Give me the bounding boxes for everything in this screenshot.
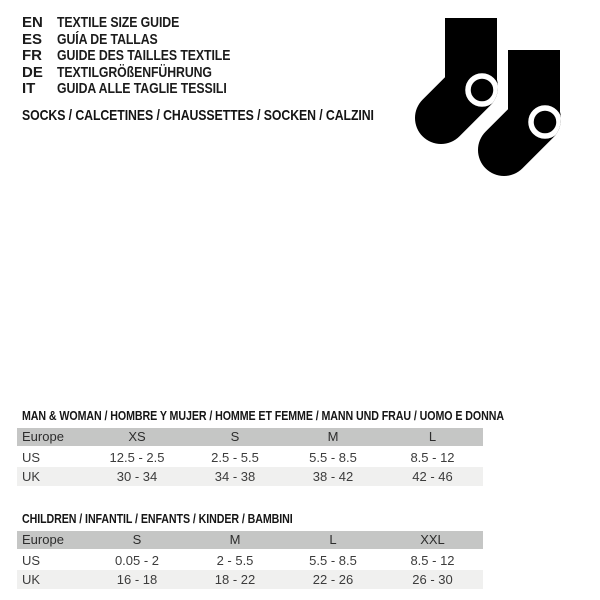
size-cell: 30 - 34 (116, 469, 158, 484)
column-header: Europe (17, 428, 88, 447)
table-row (17, 550, 483, 570)
size-cell: 26 - 30 (412, 572, 453, 587)
language-row (22, 65, 451, 82)
children-size-table (17, 531, 483, 589)
socks-icon (412, 16, 562, 176)
size-cell: 5.5 - 8.5 (309, 553, 357, 568)
column-header: M (186, 531, 284, 550)
table-title-text: MAN & WOMAN / HOMBRE Y MUJER / HOMME ET FEMME / MANN UND FRAU / UOMO E DONNA (22, 408, 504, 423)
column-header: S (186, 428, 284, 447)
language-code: IT (22, 80, 36, 98)
column-header: L (382, 428, 483, 447)
size-cell: 2.5 - 5.5 (211, 450, 259, 465)
language-label: GUIDE DES TAILLES TEXTILE (57, 47, 231, 65)
language-label: TEXTILGRÖßENFÜHRUNG (57, 63, 212, 81)
language-label: GUIDA ALLE TAGLIE TESSILI (57, 80, 227, 98)
sock-left (441, 18, 497, 118)
row-label: UK (22, 469, 41, 484)
size-cell: 18 - 22 (214, 572, 256, 587)
size-cell: 8.5 - 12 (410, 450, 455, 465)
language-code: DE (22, 63, 43, 81)
table-title-text: CHILDREN / INFANTIL / ENFANTS / KINDER / BAMBINI (22, 511, 293, 526)
language-row (22, 81, 451, 98)
language-row (22, 15, 451, 32)
sock-right (504, 50, 560, 150)
language-code: EN (22, 14, 43, 31)
column-header: L (284, 531, 382, 550)
table-title (22, 408, 504, 423)
size-cell: 12.5 - 2.5 (109, 450, 165, 465)
language-row (22, 48, 451, 65)
table-row (17, 570, 483, 589)
column-header: M (284, 428, 382, 447)
man-woman-size-table (17, 428, 483, 486)
language-code: FR (22, 47, 42, 65)
children-section (17, 512, 483, 589)
language-label: TEXTILE SIZE GUIDE (57, 14, 180, 31)
column-header: Europe (17, 531, 88, 550)
size-cell: 34 - 38 (214, 469, 256, 484)
size-cell: 42 - 46 (412, 469, 453, 484)
column-header: XS (88, 428, 186, 447)
row-label: US (22, 450, 41, 465)
size-cell: 2 - 5.5 (216, 553, 254, 568)
size-cell: 16 - 18 (116, 572, 158, 587)
table-header-row (17, 428, 483, 447)
language-list (22, 15, 451, 124)
column-header: XXL (382, 531, 483, 550)
size-cell: 0.05 - 2 (114, 553, 160, 568)
row-label: UK (22, 572, 41, 587)
size-cell: 8.5 - 12 (410, 553, 455, 568)
language-row (22, 32, 451, 49)
category-title (22, 107, 451, 124)
size-cell: 38 - 42 (312, 469, 354, 484)
man-woman-section (17, 408, 504, 486)
size-cell: 22 - 26 (312, 572, 354, 587)
table-row (17, 467, 483, 486)
table-title (22, 512, 483, 526)
column-header: S (88, 531, 186, 550)
category-title-text: SOCKS / CALCETINES / CHAUSSETTES / SOCKEN / CALZINI (22, 106, 374, 124)
size-cell: 5.5 - 8.5 (309, 450, 357, 465)
table-row (17, 447, 483, 467)
language-label: GUÍA DE TALLAS (57, 30, 158, 48)
table-header-row (17, 531, 483, 550)
language-code: ES (22, 30, 43, 48)
row-label: US (22, 553, 41, 568)
